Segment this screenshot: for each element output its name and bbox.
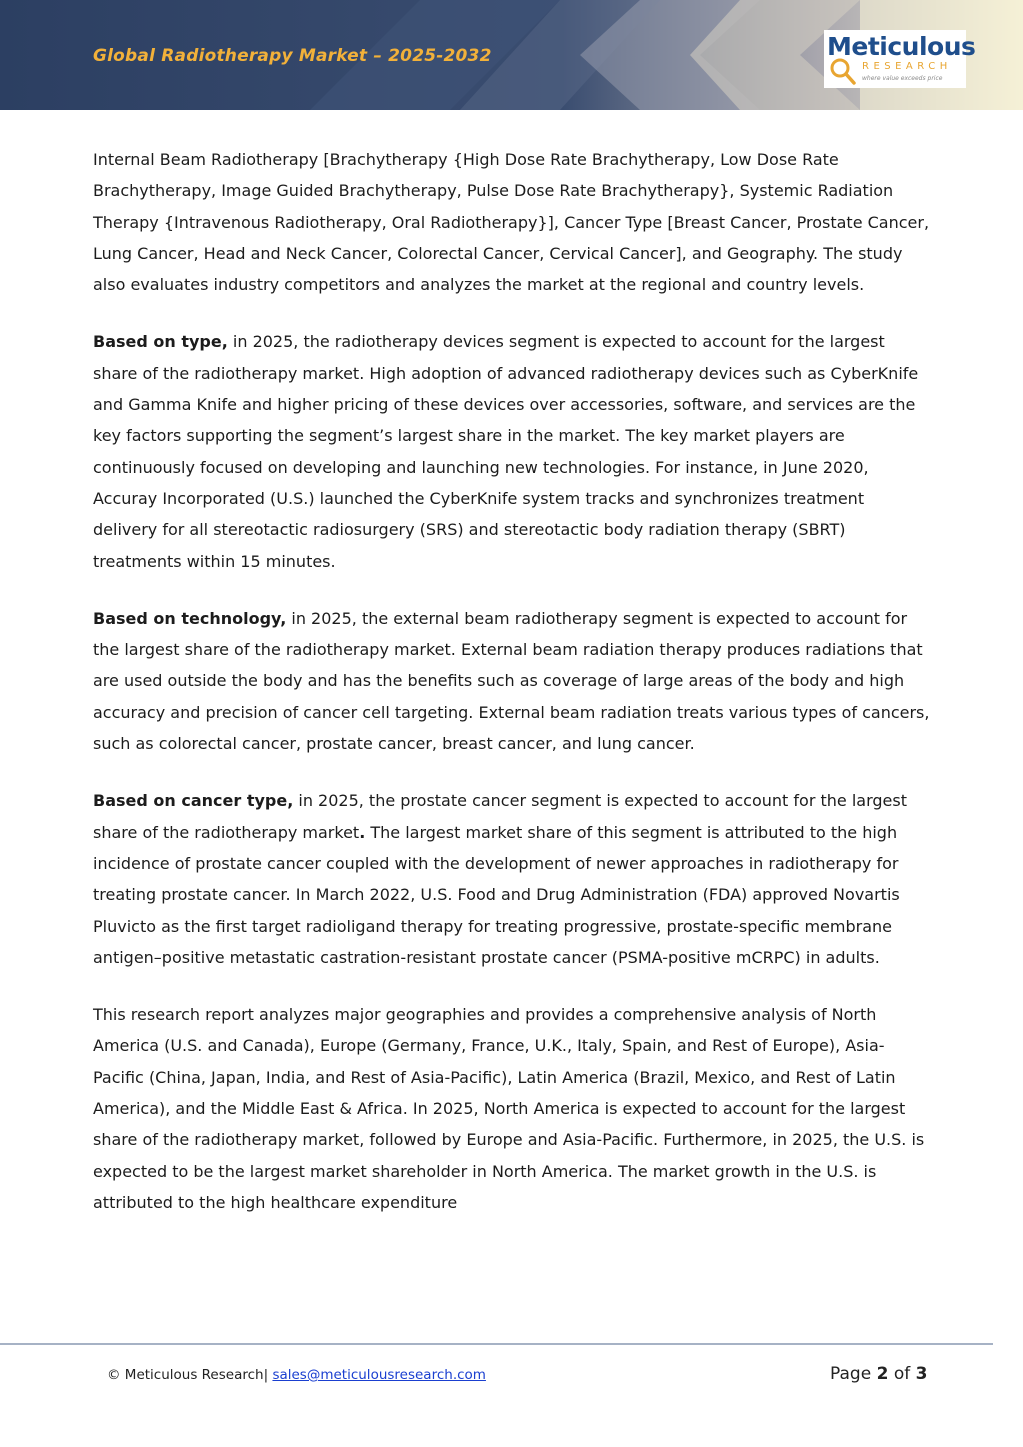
- company-logo: [824, 30, 976, 88]
- paragraph-bold-dot: .: [359, 822, 366, 842]
- paragraph-text: This research report analyzes major geographies and provides a comprehensive analysis of North America (U.S. and Canada), Europe (Germany, France, U.K., Italy, Spain, and Rest of Europe), Asia-Pacific (China, Japan, India, and Rest of Asia-Pacific), Latin America (Brazil, Mexico, and Rest of Latin America), and the Middle East & Africa. In 2025, North America is expected to account for the largest share of the radiotherapy market, followed by Europe and Asia-Pacific. Furthermore, in 2025, the U.S. is expected to be the largest market shareholder in North America. The market growth in the U.S. is attributed to the high healthcare expenditure: [93, 1005, 925, 1212]
- footer-copyright: [107, 1367, 486, 1383]
- logo-name: Meticulous: [827, 32, 976, 61]
- paragraph-by-type: [93, 326, 933, 576]
- page-of: of: [893, 1364, 911, 1384]
- paragraph-text: The largest market share of this segment is attributed to the high incidence of prostate cancer coupled with the development of newer approaches in radiotherapy for treating prostate cancer. In March 2022, U.S. Food and Drug Administration (FDA) approved Novartis Pluvicto as the first target radioligand therapy for treating progressive, prostate-specific membrane antigen–positive metastatic castration-resistant prostate cancer (PSMA-positive mCRPC) in adults.: [93, 822, 900, 967]
- paragraph-text: Internal Beam Radiotherapy [Brachytherapy {High Dose Rate Brachytherapy, Low Dose Rate Brachytherapy, Image Guided Brachytherapy, Pulse Dose Rate Brachytherapy}, Systemic Radiation Therapy {Intravenous Radiotherapy, Oral Radiotherapy}], Cancer Type [Breast Cancer, Prostate Cancer, Lung Cancer, Head and Neck Cancer, Colorectal Cancer, Cervical Cancer], and Geography. The study also evaluates industry competitors and analyzes the market at the regional and country levels.: [93, 150, 930, 295]
- paragraph-text: in 2025, the radiotherapy devices segment is expected to account for the largest share of the radiotherapy market. High adoption of advanced radiotherapy devices such as CyberKnife and Gamma Knife and higher pricing of these devices over accessories, software, and services are the key factors supporting the segment’s largest share in the market. The key market players are continuously focused on developing and launching new technologies. For instance, in June 2020, Accuray Incorporated (U.S.) launched the CyberKnife system tracks and synchronizes treatment delivery for all stereotactic radiosurgery (SRS) and stereotactic body radiation therapy (SBRT) treatments within 15 minutes.: [93, 332, 919, 571]
- copyright-text: © Meticulous Research|: [107, 1367, 269, 1383]
- logo-subtitle: RESEARCH: [862, 61, 952, 72]
- paragraph-lead: Based on cancer type,: [93, 791, 294, 811]
- page-total: 3: [915, 1364, 928, 1384]
- page-number: [830, 1364, 927, 1384]
- paragraph-by-technology: [93, 603, 933, 759]
- email-link[interactable]: sales@meticulousresearch.com: [272, 1367, 486, 1383]
- header-title: Global Radiotherapy Market – 2025-2032: [93, 46, 492, 66]
- document-body: [93, 144, 933, 1244]
- paragraph-segmentation: [93, 144, 933, 300]
- paragraph-lead: Based on type,: [93, 332, 228, 352]
- logo-tagline: where value exceeds price: [862, 75, 943, 82]
- footer-divider: [0, 1343, 993, 1345]
- paragraph-geography: [93, 999, 933, 1218]
- paragraph-by-cancer-type: [93, 785, 933, 973]
- page-header: [0, 0, 1023, 110]
- page-label: Page: [830, 1364, 872, 1384]
- paragraph-text: in 2025, the prostate cancer segment is expected to account for the largest share of the radiotherapy market: [93, 791, 907, 842]
- page-current: 2: [876, 1364, 889, 1384]
- paragraph-lead: Based on technology,: [93, 608, 287, 628]
- paragraph-text: in 2025, the external beam radiotherapy segment is expected to account for the largest share of the radiotherapy market. External beam radiation therapy produces radiations that are used outside the body and has the benefits such as coverage of large areas of the body and high accuracy and precision of cancer cell targeting. External beam radiation treats various types of cancers, such as colorectal cancer, prostate cancer, breast cancer, and lung cancer.: [93, 608, 930, 754]
- magnifier-icon: [826, 58, 860, 86]
